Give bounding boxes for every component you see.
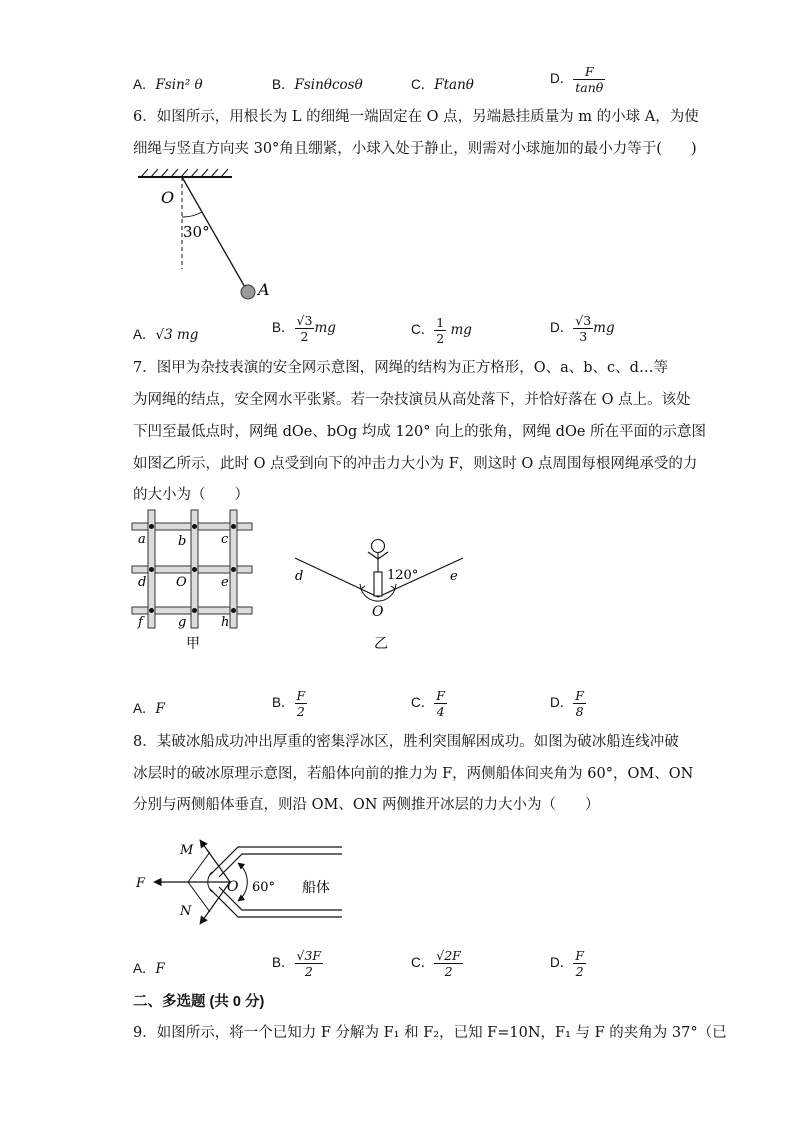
suffix: mg — [314, 320, 336, 336]
q7-option-d — [550, 688, 586, 719]
fraction — [573, 313, 593, 344]
suffix: mg — [450, 322, 472, 338]
option-label: B． — [272, 320, 295, 335]
numerator: √3 — [296, 313, 313, 328]
q6-option-d — [550, 313, 615, 344]
q7-stem-line-2: 为网绳的结点，安全网水平张紧。若一杂技演员从高处落下，并恰好落在 O 点上。该处 — [133, 392, 691, 408]
option-expr: F — [155, 961, 165, 977]
denominator: 2 — [300, 329, 309, 344]
numerator: √3 — [575, 313, 592, 328]
angle-label: 60° — [252, 880, 276, 895]
option-label: C． — [411, 322, 435, 337]
option-label: C． — [411, 77, 435, 92]
q5-option-b — [272, 73, 363, 93]
hull-label: 船体 — [302, 880, 330, 896]
knot-c-label: c — [221, 532, 229, 547]
q5-option-c — [411, 73, 474, 93]
point-o-label: O — [227, 879, 239, 895]
angle-label: 120° — [387, 568, 419, 583]
option-label: D． — [550, 320, 574, 335]
point-o-label: O — [372, 604, 384, 620]
q8-option-c — [411, 948, 463, 979]
option-expr: √3 mg — [155, 327, 199, 343]
denominator: 2 — [575, 964, 584, 979]
option-expr: Ftanθ — [434, 77, 474, 93]
option-expr: Fsinθcosθ — [294, 77, 363, 93]
option-label: A． — [133, 701, 156, 716]
performer-left-arm — [368, 552, 378, 559]
force-n-arrow — [200, 882, 230, 924]
q7-stem-line-3: 下凹至最低点时，网绳 dOe、bOg 均成 120° 向上的张角，网绳 dOe 所在平面的示意图 — [133, 424, 707, 440]
denominator: 2 — [444, 964, 453, 979]
figure-caption-jia: 甲 — [186, 636, 200, 652]
fraction — [573, 64, 605, 95]
ceiling-hatch — [141, 169, 228, 177]
angle-label: 30° — [183, 223, 210, 241]
fraction — [573, 688, 586, 719]
denominator: 4 — [436, 704, 445, 719]
q5-option-d — [550, 64, 605, 95]
denominator: tanθ — [575, 80, 604, 95]
q6-pendulum-figure — [125, 165, 285, 305]
option-label: D． — [550, 71, 574, 86]
point-a-label: A — [258, 280, 270, 299]
q7-net-figure-jia — [128, 508, 258, 658]
fraction — [295, 313, 315, 344]
q7-stem-line-1: 7．图甲为杂技表演的安全网示意图，网绳的结构为正方格形，O、a、b、c、d…等 — [133, 360, 668, 376]
numerator: F — [575, 688, 584, 703]
suffix: mg — [593, 320, 615, 336]
q6-stem-line-1: 6．如图所示，用根长为 L 的细绳一端固定在 O 点，另端悬挂质量为 m 的小球 A，为使 — [133, 109, 699, 125]
option-label: C． — [411, 955, 435, 970]
section-title-multiple-choice: 二、多选题 (共 0 分) — [133, 994, 265, 1010]
option-label: A． — [133, 961, 156, 976]
q8-option-d — [550, 948, 586, 979]
q7-stem-line-4: 如图乙所示，此时 O 点受到向下的冲击力大小为 F，则这时 O 点周围每根网绳承受的力 — [133, 456, 698, 472]
fraction — [434, 315, 446, 346]
option-label: D． — [550, 695, 574, 710]
denominator: 2 — [436, 331, 445, 346]
q6-option-b — [272, 313, 336, 344]
force-m-label: M — [180, 843, 194, 858]
numerator: F — [296, 688, 306, 703]
option-label: A． — [133, 327, 156, 342]
knot-e-label: e — [221, 575, 229, 590]
point-o-label: O — [161, 188, 175, 207]
denominator: 2 — [296, 704, 305, 719]
hull-upper-inner — [219, 854, 342, 877]
ball-a — [241, 285, 255, 299]
arc-arrow-right — [391, 584, 396, 589]
force-m-arrow — [200, 840, 230, 882]
denominator: 2 — [304, 964, 313, 979]
rope-e-label: e — [450, 569, 458, 584]
numerator: F — [436, 688, 445, 703]
performer-body — [374, 572, 382, 596]
numerator: √2F — [436, 948, 461, 963]
option-label: A． — [133, 77, 156, 92]
arc-arrow-left — [360, 584, 365, 589]
knot-g-label: g — [178, 615, 187, 630]
q5-option-a — [133, 73, 203, 93]
q8-icebreaker-figure — [130, 830, 350, 945]
knot-b-label: b — [178, 534, 187, 549]
option-label: B． — [272, 77, 295, 92]
hull-upper-outline — [210, 847, 342, 875]
performer-head — [372, 540, 385, 553]
q9-stem-line-1: 9．如图所示，将一个已知力 F 分解为 F₁ 和 F₂，已知 F=10N，F₁ 与 F 的夹角为 37°（已 — [133, 1025, 727, 1041]
q7-option-b — [272, 688, 307, 719]
fraction — [434, 688, 447, 719]
q7-option-a — [133, 697, 165, 717]
q8-option-b — [272, 948, 323, 979]
q6-option-c — [411, 315, 472, 346]
denominator: 3 — [579, 329, 588, 344]
numerator: √3F — [296, 948, 322, 963]
q6-option-a — [133, 323, 198, 343]
option-label: B． — [272, 955, 295, 970]
fraction — [295, 688, 308, 719]
q7-option-c — [411, 688, 447, 719]
q7-net-figure-yi — [285, 532, 475, 652]
rope-d-label: d — [295, 569, 304, 584]
q8-stem-line-3: 分别与两侧船体垂直，则沿 OM、ON 两侧推开冰层的力大小为（ ） — [133, 797, 600, 813]
numerator: F — [575, 948, 584, 963]
force-f-label: F — [136, 876, 146, 891]
knot-h-label: h — [221, 615, 230, 630]
q8-stem-line-1: 8．某破冰船成功冲出厚重的密集浮冰区，胜利突围解困成功。如图为破冰船连线冲破 — [133, 734, 679, 750]
q8-option-a — [133, 957, 165, 977]
option-label: C． — [411, 695, 435, 710]
knot-o-label: O — [176, 575, 187, 590]
knot-a-label: a — [138, 532, 146, 547]
denominator: 8 — [575, 704, 584, 719]
q8-stem-line-2: 冰层时的破冰原理示意图，若船体向前的推力为 F，两侧船体间夹角为 60°，OM、ON — [133, 766, 694, 782]
rope-d-line — [295, 558, 378, 597]
fraction — [295, 948, 324, 979]
option-expr: Fsin² θ — [155, 77, 203, 93]
knot-d-label: d — [138, 575, 147, 590]
knot-f-label: f — [138, 615, 143, 630]
option-label: B． — [272, 695, 295, 710]
numerator: F — [573, 64, 605, 80]
q6-stem-line-2: 细绳与竖直方向夹 30°角且绷紧，小球入处于静止，则需对小球施加的最小力等于( ) — [133, 141, 697, 157]
figure-caption-yi: 乙 — [374, 636, 388, 652]
fraction — [573, 948, 586, 979]
q7-stem-line-5: 的大小为（ ） — [133, 487, 249, 503]
fraction — [434, 948, 463, 979]
option-label: D． — [550, 955, 574, 970]
numerator: 1 — [436, 315, 445, 330]
performer-right-arm — [378, 552, 388, 559]
angle-arc — [182, 212, 202, 217]
hull-angle-arc — [238, 863, 247, 901]
force-n-label: N — [180, 904, 192, 919]
option-expr: F — [155, 701, 165, 717]
